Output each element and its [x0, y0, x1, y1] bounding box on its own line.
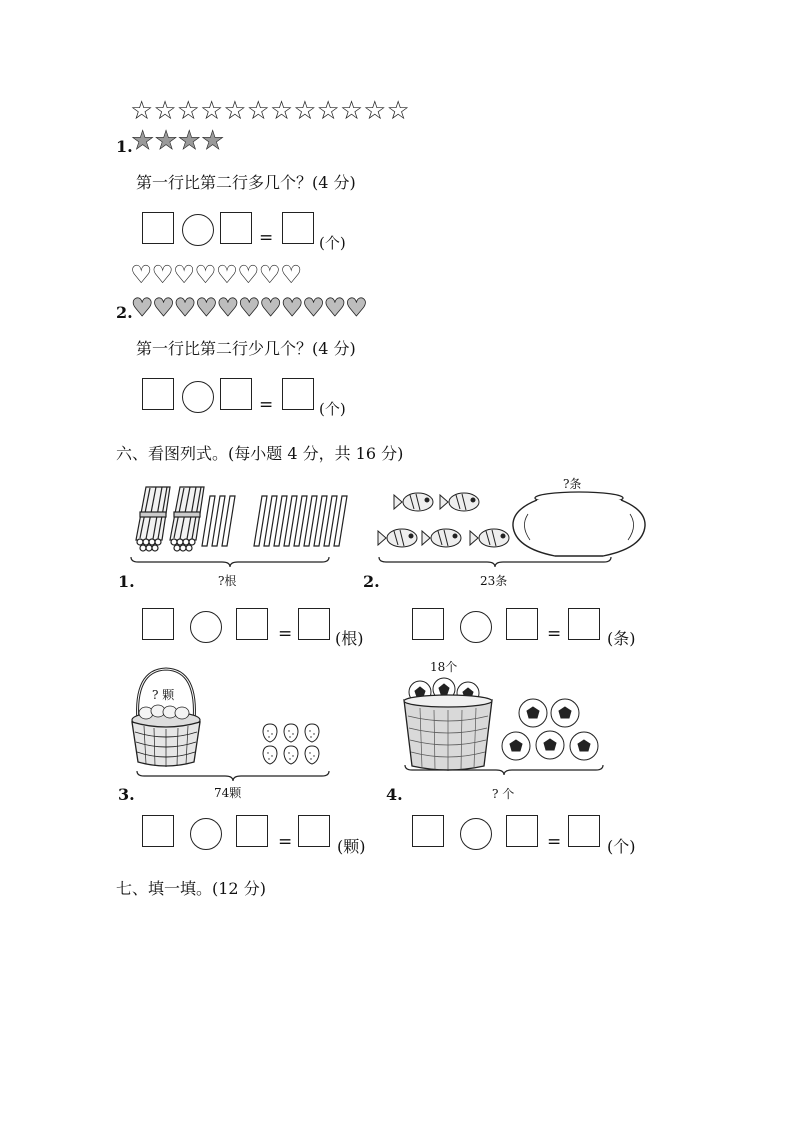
star-icon: ☆: [386, 96, 410, 126]
item2-equals: =: [547, 624, 562, 644]
heart-row-2: [131, 295, 367, 321]
star-icon: ☆: [363, 96, 387, 126]
item1-unit: (根): [335, 629, 364, 648]
item4-answer-box-3[interactable]: [568, 815, 600, 847]
item4-number: 4.: [386, 785, 403, 804]
star-icon: ☆: [339, 96, 364, 126]
item2-unit: (条): [607, 629, 636, 648]
star-row-2: [131, 128, 224, 154]
heart-icon: ♡: [279, 260, 303, 289]
heart-icon: ♡: [258, 260, 281, 289]
heart-icon: ♥: [345, 293, 368, 322]
item1-operator-circle[interactable]: [190, 611, 222, 643]
star-icon: ☆: [269, 96, 294, 126]
heart-icon: ♥: [216, 293, 240, 322]
star-icon: ★: [177, 126, 201, 156]
heart-icon: ♥: [280, 293, 304, 322]
q2-question: 第一行比第二行少几个？(4 分): [136, 339, 356, 358]
item1-equals: =: [278, 624, 293, 644]
item2-top-label: ?条: [563, 477, 582, 491]
heart-icon: ♥: [302, 293, 325, 322]
q1-number: 1.: [116, 137, 133, 156]
heart-icon: ♡: [215, 260, 239, 289]
q2-answer-box-1[interactable]: [142, 378, 174, 410]
section6-heading: 六、看图列式。(每小题 4 分，共 16 分): [116, 444, 404, 463]
heart-icon: ♡: [237, 260, 260, 289]
heart-icon: ♡: [130, 260, 153, 289]
star-icon: ☆: [316, 96, 340, 126]
heart-icon: ♥: [173, 293, 197, 322]
stick-icon: [202, 496, 347, 546]
item3-answer-box-1[interactable]: [142, 815, 174, 847]
item3-unit: (颗): [337, 837, 366, 856]
q1-unit: (个): [319, 234, 346, 252]
ball-basket-illustration: [400, 676, 496, 772]
strawberry-icon: [263, 724, 319, 764]
item4-operator-circle[interactable]: [460, 818, 492, 850]
item3-number: 3.: [118, 785, 135, 804]
item1-answer-box-1[interactable]: [142, 608, 174, 640]
stick-bundle-illustration: [128, 482, 358, 557]
soccer-ball-icon: [502, 699, 598, 760]
heart-icon: ♡: [151, 260, 174, 289]
star-icon: ★: [131, 126, 155, 156]
item1-brace-label: ?根: [218, 574, 237, 588]
item3-top-label: ? 颗: [152, 688, 175, 702]
item2-answer-box-1[interactable]: [412, 608, 444, 640]
star-icon: ★: [154, 126, 178, 156]
q2-answer-box-2[interactable]: [220, 378, 252, 410]
q1-answer-box-1[interactable]: [142, 212, 174, 244]
heart-row-1: [130, 262, 301, 288]
item1-brace: [130, 556, 330, 568]
item4-top-label: 18个: [430, 660, 458, 674]
q2-equals: =: [259, 395, 274, 415]
star-icon: ☆: [130, 96, 154, 126]
item2-brace: [378, 556, 612, 568]
item1-answer-box-2[interactable]: [236, 608, 268, 640]
item2-answer-box-2[interactable]: [506, 608, 538, 640]
q2-operator-circle[interactable]: [182, 381, 214, 413]
heart-icon: ♥: [131, 293, 154, 322]
item4-equals: =: [547, 832, 562, 852]
star-icon: ☆: [223, 96, 247, 126]
item4-unit: (个): [607, 837, 636, 856]
soccer-ball-group: [498, 696, 604, 764]
item3-answer-box-3[interactable]: [298, 815, 330, 847]
item4-brace: [404, 764, 604, 776]
heart-icon: ♥: [152, 293, 175, 322]
star-icon: ☆: [153, 96, 177, 126]
item2-answer-box-3[interactable]: [568, 608, 600, 640]
item4-answer-box-2[interactable]: [506, 815, 538, 847]
q2-answer-box-3[interactable]: [282, 378, 314, 410]
star-icon: ★: [200, 126, 225, 156]
section7-heading: 七、填一填。(12 分): [116, 879, 266, 898]
fish-illustration: [378, 486, 518, 556]
strawberry-group: [260, 722, 328, 768]
item3-equals: =: [278, 832, 293, 852]
q2-unit: (个): [319, 400, 346, 418]
star-icon: ☆: [176, 96, 200, 126]
stick-bundle-icon: [136, 487, 204, 551]
star-icon: ☆: [293, 96, 317, 126]
heart-icon: ♥: [323, 293, 347, 322]
fishbowl-icon: [510, 490, 648, 560]
item2-number: 2.: [363, 572, 380, 591]
q1-answer-box-3[interactable]: [282, 212, 314, 244]
heart-icon: ♥: [259, 293, 282, 322]
item1-answer-box-3[interactable]: [298, 608, 330, 640]
heart-icon: ♡: [172, 260, 196, 289]
item3-brace: [136, 770, 330, 782]
item4-brace-label: ? 个: [492, 787, 515, 801]
q2-number: 2.: [116, 303, 133, 322]
basket-icon: [130, 666, 202, 770]
q1-question: 第一行比第二行多几个？(4 分): [136, 173, 356, 192]
item1-number: 1.: [118, 572, 135, 591]
item2-brace-label: 23条: [480, 574, 508, 588]
fish-icon: [378, 493, 509, 547]
star-icon: ☆: [246, 96, 270, 126]
item2-operator-circle[interactable]: [460, 611, 492, 643]
item3-brace-label: 74颗: [214, 786, 242, 800]
q1-equals: =: [259, 228, 274, 248]
item4-answer-box-1[interactable]: [412, 815, 444, 847]
heart-icon: ♥: [195, 293, 218, 322]
heart-icon: ♥: [238, 293, 261, 322]
item3-answer-box-2[interactable]: [236, 815, 268, 847]
star-icon: ☆: [199, 96, 224, 126]
heart-icon: ♡: [194, 260, 217, 289]
q1-operator-circle[interactable]: [182, 214, 214, 246]
item3-operator-circle[interactable]: [190, 818, 222, 850]
star-row-1: [130, 98, 410, 124]
q1-answer-box-2[interactable]: [220, 212, 252, 244]
